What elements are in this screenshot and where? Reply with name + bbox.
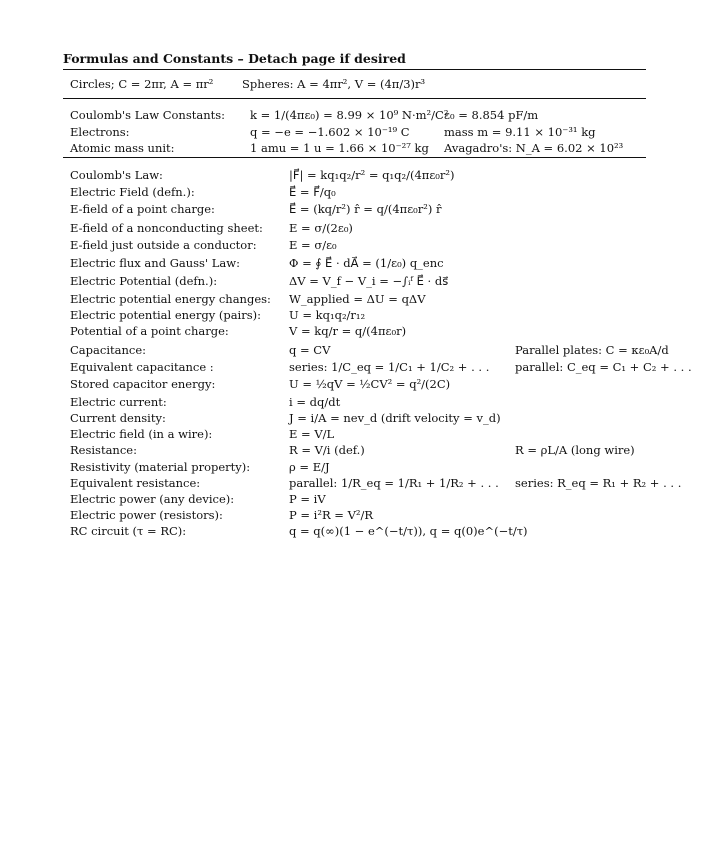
formula-label: Coulomb's Law: [70,168,163,182]
formula-expression: q = q(∞)(1 − e^(−t/τ)), q = q(0)e^(−t/τ) [289,524,528,538]
formula-expression: Φ = ∮ E⃗ · dA⃗ = (1/ε₀) q_enc [289,256,444,270]
formula-label: Stored capacitor energy: [70,377,216,391]
formula-expression: P = i²R = V²/R [289,508,374,522]
constant-row [0,124,706,141]
formula-label: Resistance: [70,443,137,457]
formula-row [0,491,706,508]
constant-label: Coulomb's Law Constants: [70,108,226,122]
formula-row [0,507,706,524]
formula-label: E-field just outside a conductor: [70,238,257,252]
formula-extra: parallel: C_eq = C₁ + C₂ + . . . [515,360,692,374]
formula-expression: ΔV = V_f − V_i = −∫ᵢᶠ E⃗ · ds⃗ [289,274,449,288]
formula-label: RC circuit (τ = RC): [70,524,187,538]
formula-label: Electric Potential (defn.): [70,274,218,288]
formula-expression: q = CV [289,343,331,357]
formula-label: Electric current: [70,395,167,409]
constant-value-secondary: ε₀ = 8.854 pF/m [444,108,539,122]
formula-row [0,442,706,459]
formula-label: Current density: [70,411,166,425]
formula-expression: R = V/i (def.) [289,443,365,457]
formula-expression: W_applied = ΔU = qΔV [289,292,426,306]
formula-expression: parallel: 1/R_eq = 1/R₁ + 1/R₂ + . . . [289,476,499,490]
formula-label: Equivalent capacitance : [70,360,214,374]
formula-expression: |F⃗| = kq₁q₂/r² = q₁q₂/(4πε₀r²) [289,168,455,182]
constant-value: k = 1/(4πε₀) = 8.99 × 10⁹ N·m²/C² [250,108,449,122]
constant-label: Atomic mass unit: [70,141,175,155]
formula-label: Electric Field (defn.): [70,185,195,199]
constant-value-secondary: mass m = 9.11 × 10⁻³¹ kg [444,125,596,139]
formula-label: Electric power (any device): [70,492,235,506]
formula-label: Equivalent resistance: [70,476,201,490]
formula-expression: E = σ/(2ε₀) [289,221,353,235]
formula-expression: E = V/L [289,427,335,441]
formula-row [0,307,706,324]
constant-row [0,140,706,157]
formula-label: Electric potential energy changes: [70,292,271,306]
formula-expression: E = σ/ε₀ [289,238,337,252]
formula-label: Resistivity (material property): [70,460,251,474]
formula-row [0,459,706,476]
divider-rule [63,98,646,99]
formula-extra: Parallel plates: C = κε₀A/d [515,343,669,357]
formula-extra: series: R_eq = R₁ + R₂ + . . . [515,476,682,490]
formula-row [0,410,706,427]
constant-value-secondary: Avagadro's: N_A = 6.02 × 10²³ [444,141,624,155]
constant-row [0,107,706,124]
formula-expression: U = kq₁q₂/r₁₂ [289,308,366,322]
formula-label: Electric flux and Gauss' Law: [70,256,240,270]
formula-label: E-field of a point charge: [70,202,215,216]
formula-label: Capacitance: [70,343,146,357]
formula-expression: i = dq/dt [289,395,341,409]
formula-row [0,342,706,359]
formula-expression: J = i/A = nev_d (drift velocity = v_d) [289,411,501,425]
formula-expression: E⃗ = F⃗/q₀ [289,185,336,199]
constant-value: 1 amu = 1 u = 1.66 × 10⁻²⁷ kg [250,141,429,155]
formula-label: Potential of a point charge: [70,324,229,338]
formula-row [0,426,706,443]
formula-label: Electric field (in a wire): [70,427,213,441]
constant-value: q = −e = −1.602 × 10⁻¹⁹ C [250,125,410,139]
formula-row [0,167,706,184]
formula-row [0,323,706,340]
formula-extra: R = ρL/A (long wire) [515,443,635,457]
formula-expression: ρ = E/J [289,460,330,474]
top-rule [63,69,646,70]
formula-row [0,237,706,254]
formula-expression: E⃗ = (kq/r²) r̂ = q/(4πε₀r²) r̂ [289,202,442,216]
formula-row [0,184,706,201]
page-title: Formulas and Constants – Detach page if desired [63,51,406,66]
spheres-formula: Spheres: A = 4πr², V = (4π/3)r³ [242,77,426,91]
formula-expression: U = ½qV = ½CV² = q²/(2C) [289,377,451,391]
formula-row [0,359,706,376]
formula-row [0,394,706,411]
formula-row [0,273,706,290]
formula-row [0,376,706,393]
formula-label: Electric potential energy (pairs): [70,308,261,322]
formula-row [0,523,706,540]
formula-row [0,291,706,308]
formula-expression: series: 1/C_eq = 1/C₁ + 1/C₂ + . . . [289,360,490,374]
formula-expression: P = iV [289,492,326,506]
circles-formula: Circles; C = 2πr, A = πr² [70,77,214,91]
circles-row [0,76,706,93]
formula-row [0,255,706,272]
divider-rule [63,157,646,158]
formula-label: E-field of a nonconducting sheet: [70,221,263,235]
formula-row [0,201,706,218]
formula-row [0,220,706,237]
formula-label: Electric power (resistors): [70,508,223,522]
constant-label: Electrons: [70,125,130,139]
formula-expression: V = kq/r = q/(4πε₀r) [289,324,407,338]
formula-row [0,475,706,492]
